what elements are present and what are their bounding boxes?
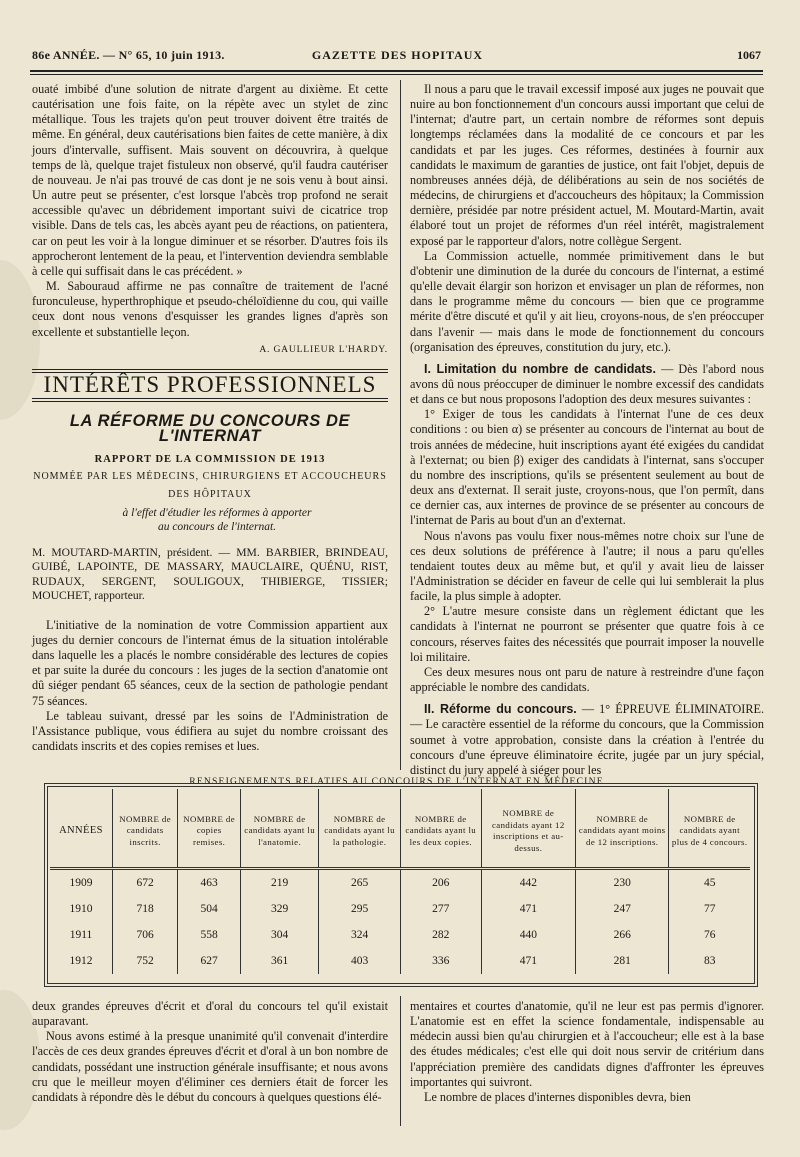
bottom-left-column [32,999,388,1105]
article-paragraph: Le nombre de places d'internes disponibles devra, bien [424,1089,691,1104]
table-cell: 442 [481,869,575,897]
table-cell: 230 [576,869,669,897]
article-title: LA RÉFORME DU CONCOURS DE L'INTERNAT [69,411,351,446]
commission-members: M. MOUTARD-MARTIN, président. — MM. BARBIER, BRINDEAU, GUIBÉ, LAPOINTE, DE MASSARY, MAUCLAIRE, QUÉNU, RIST, RUDAUX, SERGENT, SOULIGOUX, THIBIERGE, TISSIER; MOUCHET, rapporteur. [32,545,388,603]
table-cell: 304 [241,922,319,948]
table-cell: 265 [319,869,401,897]
report-subtitle: DES HÔPITAUX [168,488,252,500]
article-paragraph: Nous avons estimé à la presque unanimité qu'il convenait d'interdire l'accès de ces deux grandes épreuves d'écrit et d'oral à un bon nombre de candidats, possédant une instruction générale insuffisante; et nous avons cru que le meilleur moyen d'éliminer ces derniers était de forcer les candidats à répondre dès le début du concours à quelques questions élé- [32,1029,388,1104]
table-header: NOMBRE de candidats ayant lu les deux copies. [400,789,481,869]
table-cell: 752 [113,948,178,974]
article-paragraph: 2° L'autre mesure consiste dans un règlement édictant que les candidats à l'internat ne pourront se présenter que quatre fois à ce concours, réserves faites des nécessités que pourrait imposer la nouvelle loi militaire. [410,604,764,664]
table-cell: 295 [319,896,401,922]
table-header: ANNÉES [50,789,113,869]
table-cell: 83 [669,948,750,974]
page-header [30,48,765,66]
header-rule [30,70,763,72]
table-cell: 266 [576,922,669,948]
section-heading: I. Limitation du nombre de candidats. [424,361,656,376]
table-cell: 672 [113,869,178,897]
table-header: NOMBRE de candidats inscrits. [113,789,178,869]
article-paragraph: ouaté imbibé d'une solution de nitrate d'argent au dixième. Et cette cautérisation une fois faite, on la répète avec un stylet de zinc métallique. Tous les trajets qu'on peut trouver doivent être traités de même. En général, deux cautérisations bien faites de cette manière, à dix jours d'intervalle, suffisent. Mais souvent on découvrira, à quelque temps de là, quelque trajet fistuleux non observé, qu'il faudra cautériser de nouveau. Je n'ai pas trouvé de cas dont je ne sois venu à bout ainsi. Un autre peut se présenter, c'est lorsque l'abcès trop profond ne serait accessible qu'avec un débridement important suivi de cicatrice trop visible. Dans de tels cas, les abcès ayant peu de réactions, on patientera, car on peut les voir à la longue diminuer et se résorber. D'autres fois ils approcheront lentement de la peau, et l'intervention deviendra semblable à celle qui suffisait dans le cas précédent. » [32,82,388,278]
table-cell: 1909 [69,877,93,889]
table-cell: 471 [481,948,575,974]
article-paragraph: Il nous a paru que le travail excessif imposé aux juges ne pouvait que nuire au bon fonctionnement d'un concours aussi important que celui de l'internat; d'autre part, un certain nombre de réformes sont depuis longtemps réclamées dans la modalité de ce concours et par les candidats et par les juges. Ces réformes, destinées à fournir aux candidats le maximum de garanties de justice, ont fait l'objet, depuis de nombreuses années déjà, de délibérations au sein de nos sociétés de médecins, de chirurgiens et d'accoucheurs des hôpitaux; la Commission dernière, présidée par notre président actuel, M. Moutard-Martin, avait élaboré tout un projet de réformes d'un réel intérêt, magistralement exposé par le rapporteur d'alors, notre collègue Sergent. [410,82,764,248]
table-header-row [50,789,750,869]
table-cell: 1910 [69,903,93,915]
table-caption: RENSEIGNEMENTS RELATIFS AU CONCOURS DE L'INTERNAT EN MÉDECINE [189,776,604,787]
article-paragraph: deux grandes épreuves d'écrit et d'oral du concours tel qu'il existait auparavant. [32,999,388,1029]
section-lead: — Dès l'abord nous avons dû nous préoccuper de diminuer le nombre excessif des candidats et dans ce but nous proposons l'adoption des deux mesures suivantes : [410,361,765,407]
table-cell: 361 [241,948,319,974]
table-cell: 403 [319,948,401,974]
article-paragraph: 1° Exiger de tous les candidats à l'internat l'une de ces deux conditions : ou bien α) se présenter au concours de l'internat au bout de trois années de médecine, huit inscriptions ayant été exigées du candidat à l'externat; ou bien β) exiger des candidats à l'internat, sans s'occuper du nombre des inscriptions, qu'ils se présentent seulement au bout de deux ans d'externat. Il serait juste, croyons-nous, que l'on permît, dans ce dernier cas, aux internes de province de se présenter au concours de l'internat de Paris au bout d'un an d'externat. [410,407,764,528]
table-cell: 77 [669,896,750,922]
report-subtitle: NOMMÉE PAR LES MÉDECINS, CHIRURGIENS ET ACCOUCHEURS [33,471,387,483]
table-row [50,948,750,974]
table-cell: 558 [178,922,241,948]
journal-title: GAZETTE DES HOPITAUX [311,48,484,62]
article-paragraph: Ces deux mesures nous ont paru de nature à restreindre d'une façon appréciable le nombre des candidats. [410,664,764,695]
article-paragraph: Nous n'avons pas voulu fixer nous-mêmes notre choix sur l'une de ces deux solutions de préférence à l'autre; il nous a paru qu'elles tendaient toutes deux au même but, et qu'il y avait lieu de laisser l'Administration se décider en faveur de celle qui lui semblerait la plus facile, la plus simple à adopter. [410,528,764,604]
issue-info: 86e ANNÉE. — N° 65, 10 juin 1913. [32,48,225,62]
table-cell: 706 [113,922,178,948]
table-row [50,922,750,948]
left-column [32,82,388,754]
section-rule [32,398,388,402]
author-signature: A. GAULLIEUR L'HARDY. [259,343,388,355]
report-title: RAPPORT DE LA COMMISSION DE 1913 [94,454,326,466]
table-cell: 282 [400,922,481,948]
table-header: NOMBRE de candidats ayant moins de 12 inscriptions. [576,789,669,869]
header-rule-thin [30,74,763,75]
section-lead: — 1° ÉPREUVE ÉLIMINATOIRE. — Le caractère essentiel de la réforme du concours, que la Commission soumet à votre approbation, consiste dans la création à l'entrée du concours d'une épreuve éliminatoire écrite, jugée par un jury spécial, distinct du jury appelé à siéger pour les [410,702,764,777]
article-paragraph: La Commission actuelle, nommée primitivement dans le but d'obtenir une diminution de la durée du concours de l'internat, a estimé qu'elle devait élargir son horizon et envisager un plan de réformes, non dans le programme même du concours — bien que ce programme mérite d'être discuté et qu'il y ait lieu, croyons-nous, de s'en préoccuper dans l'avenir — mais dans le mode de fonctionnement du concours (organisation des épreuves, constitution du jury, etc.). [410,248,764,354]
article-paragraph: Le tableau suivant, dressé par les soins de l'Administration de l'Assistance publique, vous édifiera au sujet du nombre croissant des candidats inscrits et des copies remises et lues. [32,708,388,753]
table-cell: 718 [113,896,178,922]
table-cell: 324 [319,922,401,948]
column-divider [400,80,401,770]
table-row [50,869,750,897]
report-purpose: à l'effet d'étudier les réformes à apporter [122,506,312,519]
report-purpose: au concours de l'internat. [157,520,277,533]
article-paragraph: L'initiative de la nomination de votre Commission appartient aux juges du dernier concours de l'internat émus de la situation intolérable dans laquelle les a placés le nombre considérable des lectures de copies et par suite la durée du concours : les juges de la section d'anatomie ont dû siéger pendant 65 séances, ceux de la section de pathologie pendant 75 séances. [32,617,388,708]
table-cell: 76 [669,922,750,948]
table-cell: 336 [400,948,481,974]
table-cell: 463 [178,869,241,897]
table-cell: 1911 [69,929,93,941]
table-cell: 206 [400,869,481,897]
table-row [50,896,750,922]
section-title: INTÉRÊTS PROFESSIONNELS [43,371,377,397]
table-header: NOMBRE de candidats ayant lu la pathologie. [319,789,401,869]
table-cell: 627 [178,948,241,974]
page-number: 1067 [737,48,761,62]
table-cell: 471 [481,896,575,922]
table-header: NOMBRE de candidats ayant lu l'anatomie. [241,789,319,869]
table-cell: 45 [669,869,750,897]
statistics-table [50,789,750,974]
bottom-right-column [410,999,764,1105]
article-paragraph: mentaires et courtes d'anatomie, qu'il ne leur est pas permis d'ignorer. L'anatomie est en effet la science fondamentale, indispensable au médecin aussi bien qu'au chirurgien et à l'accoucheur; elle est à la base des études médicales; c'est elle qui doit nous servir de critérium dans l'appréciation première des candidats dignes d'affronter les épreuves importantes qui suivront. [410,999,764,1089]
table-header: NOMBRE de candidats ayant plus de 4 concours. [669,789,750,869]
table-cell: 277 [400,896,481,922]
table-cell: 440 [481,922,575,948]
column-divider [400,996,401,1126]
table-cell: 1912 [69,955,93,967]
section-heading: II. Réforme du concours. [424,702,577,717]
table-cell: 281 [576,948,669,974]
table-cell: 219 [241,869,319,897]
table-cell: 504 [178,896,241,922]
table-header: NOMBRE de candidats ayant 12 inscriptions et au-dessus. [481,789,575,869]
right-column [410,82,764,778]
article-paragraph: M. Sabouraud affirme ne pas connaître de traitement de l'acné furonculeuse, hyperthrophique et pseudo-chéloïdienne du cou, qui vaille ceux dont nous venons d'esquisser les grandes lignes d'après son excellente et substantielle leçon. [32,279,388,339]
table-cell: 329 [241,896,319,922]
table-cell: 247 [576,896,669,922]
table-header: NOMBRE de copies remises. [178,789,241,869]
